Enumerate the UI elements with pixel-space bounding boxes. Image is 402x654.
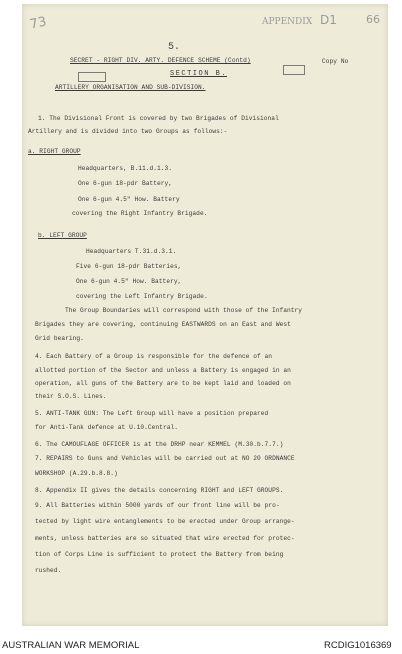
- body-line: 7. REPAIRS to Guns and Vehicles will be carried out at NO 20 ORDNANCE: [35, 455, 295, 462]
- body-line: their S.O.S. Lines.: [35, 393, 107, 400]
- folio-number-left: 73: [28, 14, 48, 33]
- body-line: Five 6-gun 18-pdr Batteries,: [76, 263, 182, 270]
- document-page: [22, 4, 388, 626]
- body-line: covering the Left Infantry Brigade.: [76, 293, 208, 300]
- folio-number-right: 66: [366, 13, 380, 26]
- body-line: allotted portion of the Sector and unless a Battery is engaged in an: [35, 367, 291, 374]
- group-heading-right: a. RIGHT GROUP: [28, 148, 81, 155]
- body-line: 9. All Batteries within 5000 yards of our front line will be pro-: [35, 502, 280, 509]
- body-line: One 6-gun 4.5" How. Battery: [78, 196, 180, 203]
- body-line: tected by light wire entanglements to be erected under Group arrange-: [35, 518, 295, 525]
- appendix-handwritten-mark: D1: [320, 13, 337, 27]
- body-line: ments, unless batteries are so situated that wire erected for protec-: [35, 535, 295, 542]
- body-line: 6. The CAMOUFLAGE OFFICER is at the DRHP near KEMMEL (M.30.b.7.7.): [35, 441, 284, 448]
- section-heading: SECTION B.: [170, 70, 228, 78]
- footer-id: RCDIG1016369: [324, 640, 392, 651]
- section-subtitle: ARTILLERY ORGANISATION AND SUB-DIVISION.: [55, 84, 206, 91]
- body-line: 5. ANTI-TANK GUN: The Left Group will have a position prepared: [35, 410, 269, 417]
- body-line: Grid bearing.: [35, 335, 84, 342]
- copy-number-label: Copy No: [322, 58, 349, 65]
- body-line: rushed.: [35, 567, 62, 574]
- body-line: tion of Corps Line is sufficient to protect the Battery from being: [35, 551, 284, 558]
- document-heading: SECRET - RIGHT DIV. ARTY. DEFENCE SCHEME (Contd): [70, 57, 251, 64]
- appendix-stamp: APPENDIX: [262, 17, 313, 27]
- footer-source: AUSTRALIAN WAR MEMORIAL: [2, 640, 140, 651]
- body-line: Headquarters, B.11.d.1.3.: [78, 165, 173, 172]
- body-line: The Group Boundaries will correspond with those of the Infantry: [65, 307, 303, 314]
- body-line: 8. Appendix II gives the details concerning RIGHT and LEFT GROUPS.: [35, 487, 284, 494]
- body-line: for Anti-Tank defence at U.10.Central.: [35, 424, 178, 431]
- body-line: Brigades they are covering, continuing EASTWARDS on an East and West: [35, 321, 291, 328]
- group-heading-left: b. LEFT GROUP: [38, 232, 87, 239]
- body-line: One 6-gun 18-pdr Battery,: [78, 180, 173, 187]
- redaction-box: [78, 72, 106, 82]
- body-line: operation, all guns of the Battery are to be kept laid and loaded on: [35, 380, 291, 387]
- body-line: 1. The Divisional Front is covered by two Brigades of Divisional: [38, 115, 279, 122]
- body-line: Artillery and is divided into two Groups as follows:-: [28, 128, 228, 135]
- body-line: Headquarters T.31.d.3.1.: [86, 248, 177, 255]
- body-line: covering the Right Infantry Brigade.: [72, 210, 208, 217]
- page-number: 5.: [168, 42, 181, 53]
- stamp-box: [283, 65, 305, 75]
- body-line: 4. Each Battery of a Group is responsible for the defence of an: [35, 353, 273, 360]
- body-line: One 6-gun 4.5" How. Battery,: [76, 278, 182, 285]
- body-line: WORKSHOP (A.29.b.8.8.): [35, 470, 118, 477]
